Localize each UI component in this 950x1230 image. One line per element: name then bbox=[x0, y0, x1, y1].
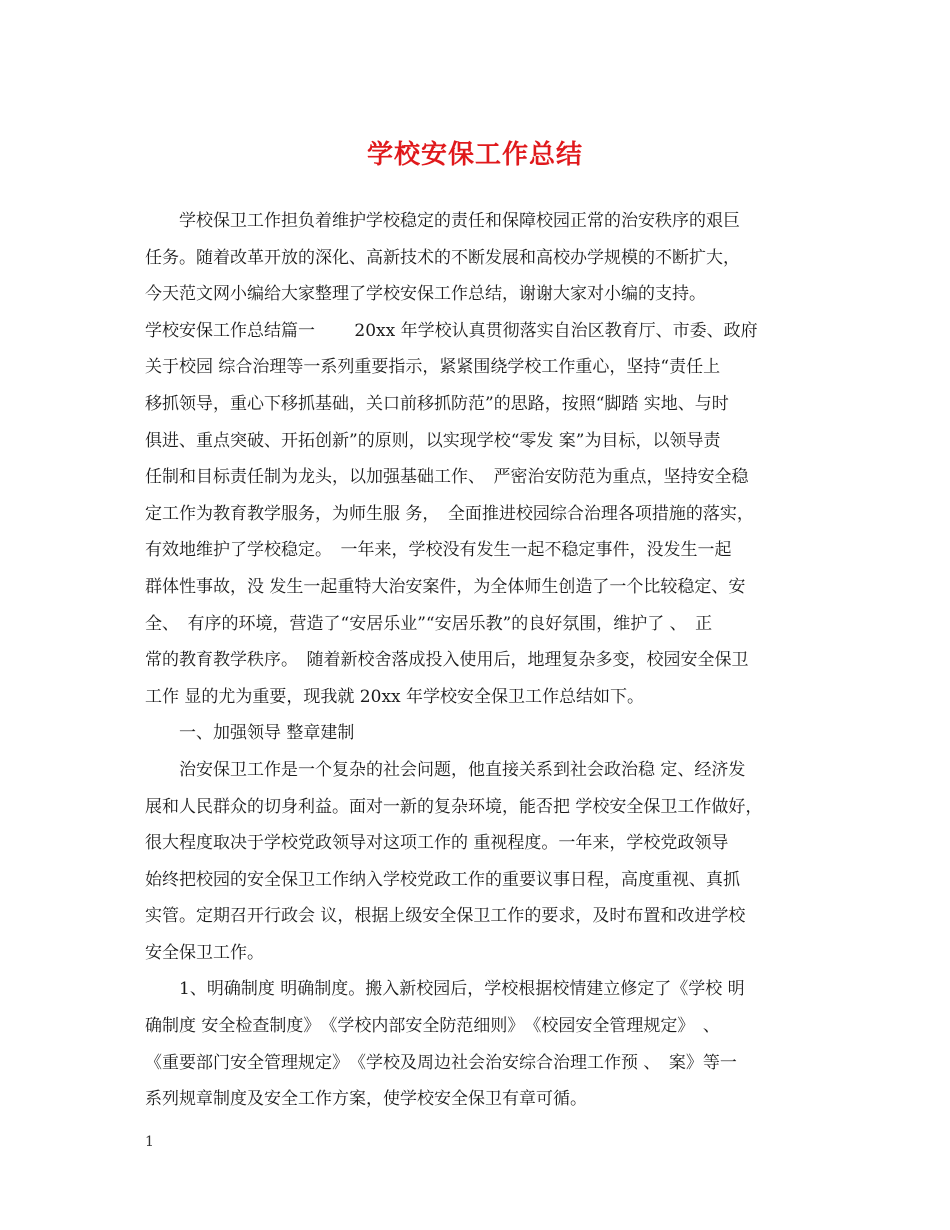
text-line: 始终把校园的安全保卫工作纳入学校党政工作的重要议事日程，高度重视、真抓 bbox=[145, 869, 740, 890]
text-line: 群体性事故，没 发生一起重特大治安案件，为全体师生创造了一个比较稳定、安 bbox=[145, 576, 746, 597]
text-line: 俱进、重点突破、开拓创新”的原则，以实现学校“零发 案”为目标，以领导责 bbox=[145, 430, 721, 451]
text-line: 《重要部门安全管理规定》 《学校及周边社会治安综合治理工作预 、 案》等一 bbox=[145, 1052, 737, 1073]
text-line: 关于校园 综合治理等一系列重要指示，紧紧围绕学校工作重心，坚持“责任上 bbox=[145, 357, 721, 378]
text-line: 工作 显的尤为重要，现我就 20xx 年学校安全保卫工作总结如下。 bbox=[145, 686, 645, 707]
document-body bbox=[145, 203, 815, 1118]
text-line: 治安保卫工作是一个复杂的社会问题，他直接关系到社会政治稳 定、经济发 bbox=[179, 759, 746, 780]
text-line: 系列规章制度及安全工作方案，使学校安全保卫有章可循。 bbox=[145, 1089, 587, 1110]
text-line: 确制度 安全检查制度》 《学校内部安全防范细则》 《校园安全管理规定》 、 bbox=[145, 1016, 720, 1037]
text-line: 学校安保工作总结篇一 20xx 年学校认真贯彻落实自治区教育厅、市委、政府 bbox=[145, 320, 758, 341]
text-line: 展和人民群众的切身利益。面对一新的复杂环境，能否把 学校安全保卫工作做好， bbox=[145, 796, 763, 817]
text-line: 移抓领导，重心下移抓基础，关口前移抓防范”的思路，按照“脚踏 实地、与时 bbox=[145, 393, 729, 414]
text-line: 实管。定期召开行政会 议，根据上级安全保卫工作的要求，及时布置和改进学校 bbox=[145, 906, 746, 927]
text-line: 一、加强领导 整章建制 bbox=[179, 723, 355, 744]
text-line: 学校保卫工作担负着维护学校稳定的责任和保障校园正常的治安秩序的艰巨 bbox=[179, 211, 740, 231]
text-line: 有效地维护了学校稳定。 一年来，学校没有发生一起不稳定事件，没发生一起 bbox=[145, 540, 732, 561]
text-line: 1、明确制度 明确制度。搬入新校园后，学校根据校情建立修定了《学校 明 bbox=[179, 979, 745, 1000]
document-title: 学校安保工作总结 bbox=[366, 140, 583, 170]
text-line: 任务。随着改革开放的深化、高新技术的不断发展和高校办学规模的不断扩大， bbox=[145, 247, 740, 268]
text-line: 常的教育教学秩序。 随着新校舍落成投入使用后，地理复杂多变，校园安全保卫 bbox=[145, 650, 749, 671]
text-line: 今天范文网小编给大家整理了学校安保工作总结，谢谢大家对小编的支持。 bbox=[145, 284, 706, 305]
text-line: 安全保卫工作。 bbox=[145, 942, 264, 963]
text-line: 定工作为教育教学服务，为师生服 务， 全面推进校园综合治理各项措施的落实， bbox=[145, 503, 754, 524]
page-number: 1 bbox=[145, 1134, 154, 1150]
text-line: 很大程度取决于学校党政领导对这项工作的 重视程度。一年来，学校党政领导 bbox=[145, 833, 729, 854]
text-line: 全、 有序的环境，营造了“安居乐业”“安居乐教”的良好氛围，维护了 、 正 bbox=[145, 613, 713, 634]
text-line: 任制和目标责任制为龙头，以加强基础工作、 严密治安防范为重点，坚持安全稳 bbox=[145, 467, 749, 488]
